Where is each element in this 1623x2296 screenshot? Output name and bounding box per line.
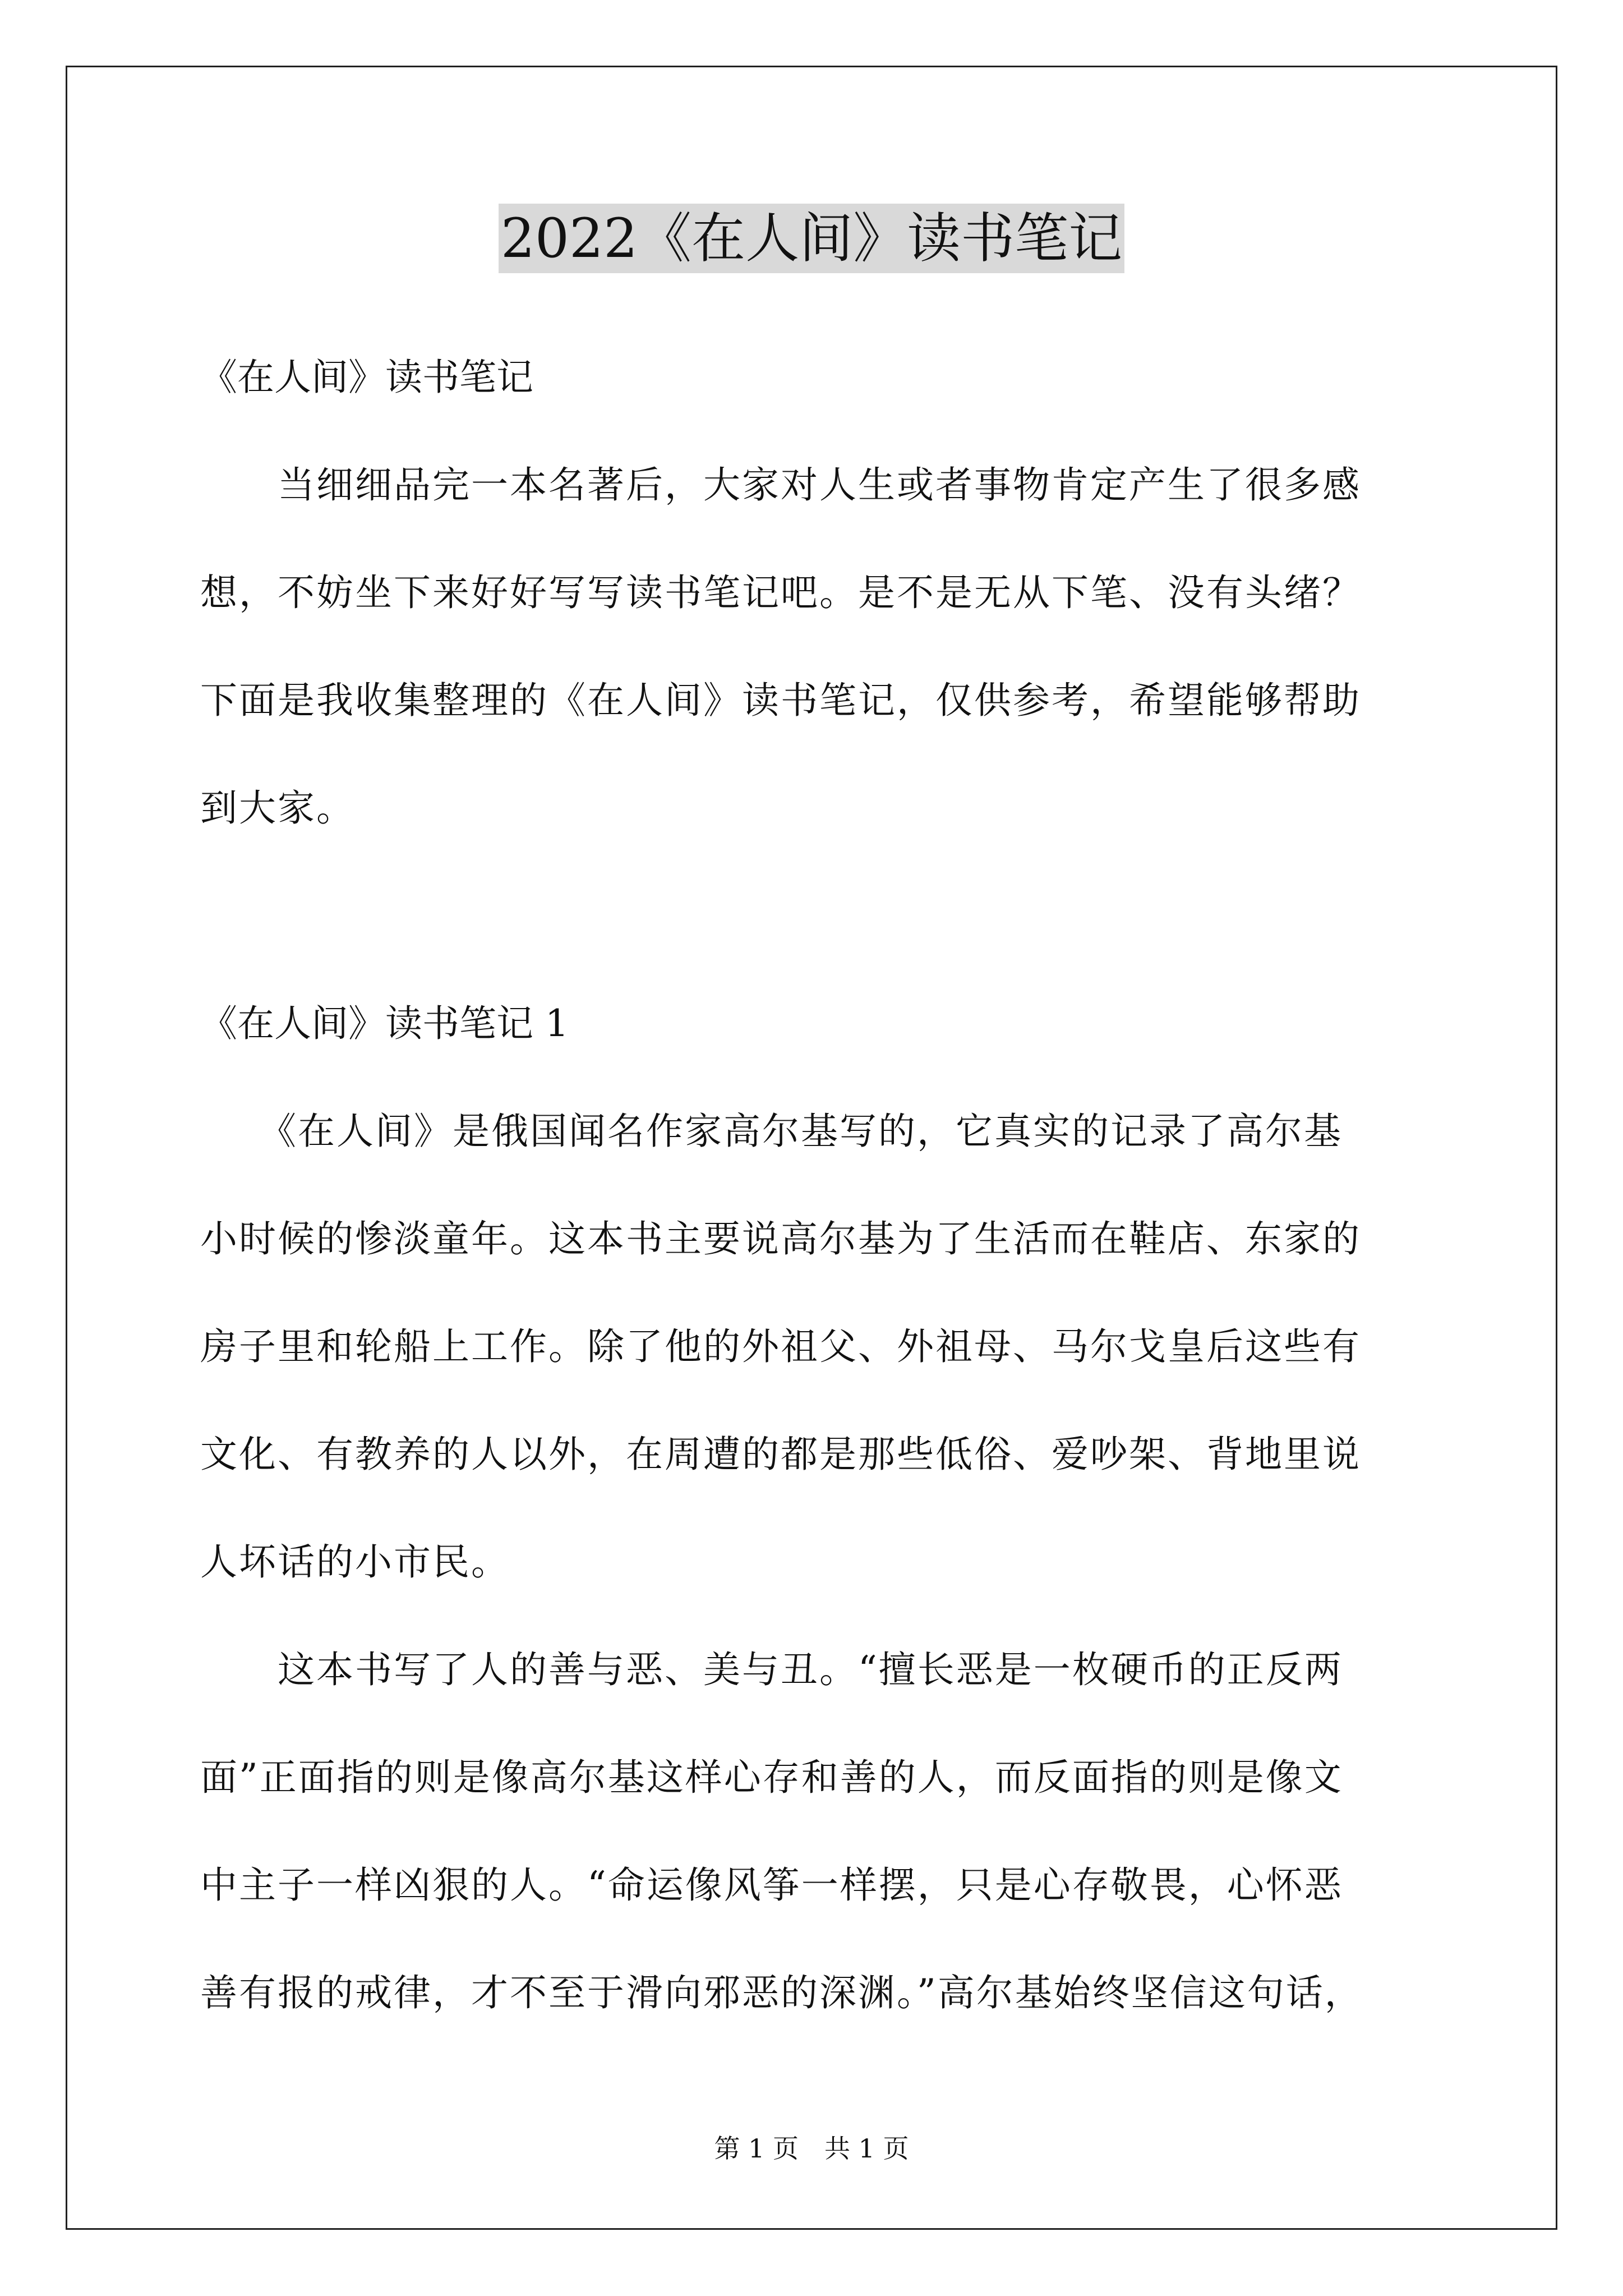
paragraph-line: 善有报的戒律，才不至于滑向邪恶的深渊。”高尔基始终坚信这句话， (200, 1971, 1363, 2014)
paragraph-line: 小时候的惨淡童年。这本书主要说高尔基为了生活而在鞋店、东家的 (200, 1217, 1361, 1260)
document-title (0, 202, 1623, 275)
intro-heading: 《在人间》读书笔记 (200, 356, 533, 399)
document-title-text: 2022《在人间》读书笔记 (499, 204, 1124, 273)
section-heading: 《在人间》读书笔记 1 (200, 1002, 569, 1045)
intro-line: 当细细品完一本名著后，大家对人生或者事物肯定产生了很多感 (200, 463, 1361, 507)
paragraph-line: 人坏话的小市民。 (200, 1540, 510, 1584)
paragraph-line: 《在人间》是俄国闻名作家高尔基写的，它真实的记录了高尔基 (200, 1110, 1343, 1153)
paragraph-line: 中主子一样凶狠的人。“命运像风筝一样摆，只是心存敬畏，心怀恶 (200, 1864, 1343, 1907)
intro-line: 下面是我收集整理的《在人间》读书笔记，仅供参考，希望能够帮助 (200, 679, 1361, 722)
paragraph-line: 这本书写了人的善与恶、美与丑。“擅长恶是一枚硬币的正反两 (200, 1648, 1343, 1691)
page-footer: 第 1 页 共 1 页 (714, 2133, 909, 2164)
paragraph-line: 面”正面指的则是像高尔基这样心存和善的人，而反面指的则是像文 (200, 1756, 1343, 1799)
intro-line: 想，不妨坐下来好好写写读书笔记吧。是不是无从下笔、没有头绪？ (200, 571, 1361, 614)
paragraph-line: 文化、有教养的人以外，在周遭的都是那些低俗、爱吵架、背地里说 (200, 1433, 1361, 1476)
intro-line: 到大家。 (200, 786, 355, 830)
paragraph-line: 房子里和轮船上工作。除了他的外祖父、外祖母、马尔戈皇后这些有 (200, 1325, 1361, 1368)
